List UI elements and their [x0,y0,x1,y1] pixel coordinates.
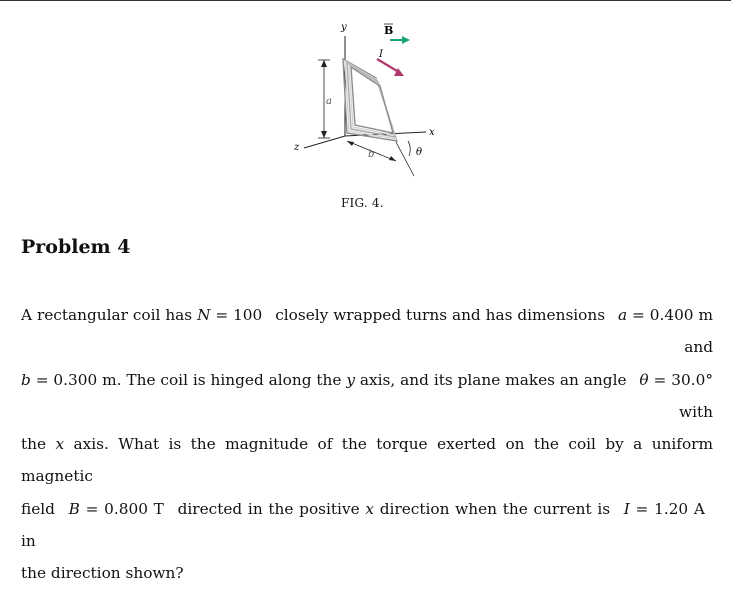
problem-line-3: the x axis. What is the magnitude of the torque exerted on the coil by a uniform magnetic [21,435,713,486]
symbol-x-2: x [365,499,375,518]
coil-figure [284,14,454,194]
label-a: a [326,96,332,107]
label-y: y [341,22,347,33]
problem-line-5: the direction shown? [21,564,184,583]
symbol-x: x [55,435,65,454]
symbol-a: a [618,306,628,324]
current-arrow [377,59,397,71]
figure-caption: FIG. 4. [341,196,384,210]
symbol-N: N [197,306,211,324]
problem-heading: Problem 4 [21,236,131,258]
label-theta: θ [416,147,423,158]
problem-line-2: b = 0.300 m. The coil is hinged along the y axis, and its plane makes an angle θ = 30.0° with [21,370,713,421]
label-z: z [294,142,300,153]
label-I: I [379,49,383,60]
label-x: x [429,127,435,138]
top-rule [0,0,731,1]
problem-line-1: A rectangular coil has N = 100 closely wrapped turns and has dimensions a = 0.400 m and [21,306,713,357]
angle-reference-line [396,142,414,176]
problem-text [21,299,713,590]
symbol-I: I [623,499,630,518]
label-b: b [368,149,375,160]
symbol-theta: θ [639,370,649,389]
coil-diagram [284,14,454,194]
symbol-B: B [68,499,80,518]
symbol-y: y [346,370,356,389]
problem-line-4: field B = 0.800 T directed in the positive x direction when the current is I = 1.20 A in [21,499,705,551]
label-B: B [384,24,394,37]
symbol-b: b [21,370,31,389]
coil [343,59,397,141]
